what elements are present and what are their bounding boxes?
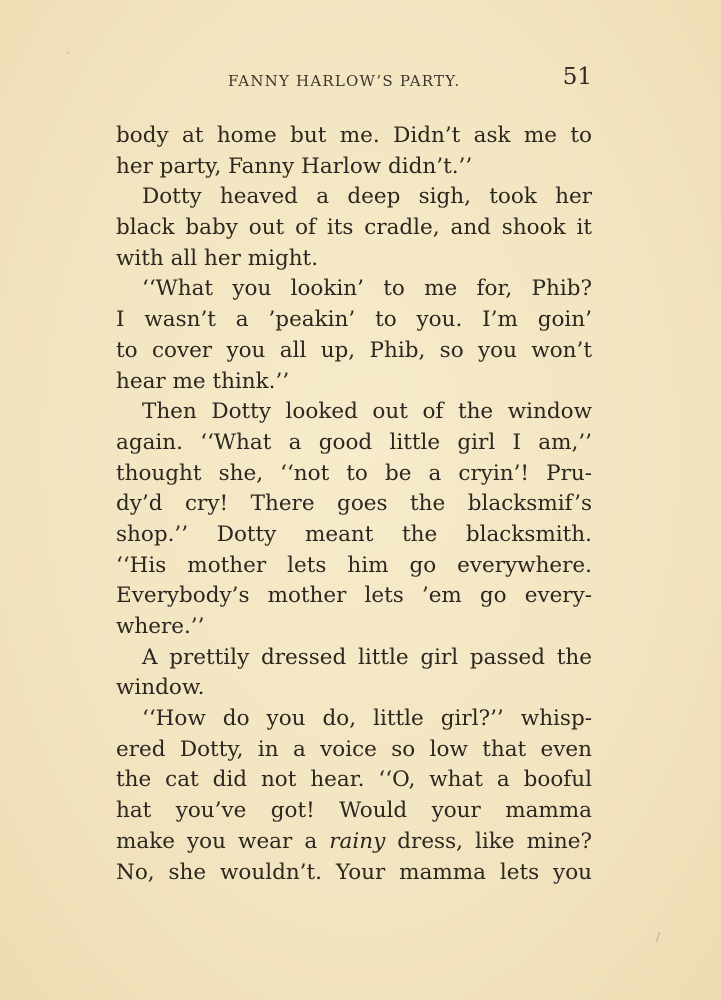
text-line: I wasn’t a ’peakin’ to you. I’m goin’ [116,307,592,333]
text-line: Then Dotty looked out of the window [142,399,592,425]
text-line: hat you’ve got! Would your mamma [116,798,592,824]
page-number: 51 [562,64,592,90]
text-line: again. ‘‘What a good little girl I am,’’ [116,429,592,455]
paper-speck: · [66,46,70,60]
text-line: with all her might. [116,245,319,271]
text-line: make you wear a rainy dress, like mine? [116,828,592,854]
text-line: body at home but me. Didn’t ask me to [116,123,592,148]
paper-speck: / [656,930,661,944]
text-line: Everybody’s mother lets ’em go every- [116,583,592,609]
text-line: her party, Fanny Harlow didn’t.’’ [116,153,473,179]
text-line: black baby out of its cradle, and shook it [116,215,592,241]
text-line: dy’d cry! There goes the blacksmif’s [116,491,592,517]
text-line: the cat did not hear. ‘‘O, what a booful [116,767,592,793]
text-line: ‘‘What you lookin’ to me for, Phib? [142,276,592,302]
text-line: window. [116,675,205,701]
text-line: shop.’’ Dotty meant the blacksmith. [116,521,592,547]
text-line: hear me think.’’ [116,368,290,394]
text-line: A prettily dressed little girl passed the [142,644,592,670]
text-line: ‘‘How do you do, little girl?’’ whisp- [142,706,592,732]
page-header [116,64,592,98]
italic-word: rainy [329,828,386,854]
running-head: FANNY HARLOW’S PARTY. [228,72,461,90]
text-line: ‘‘His mother lets him go everywhere. [116,552,592,578]
text-line: Dotty heaved a deep sigh, took her [142,184,592,210]
text-line: No, she wouldn’t. Your mamma lets you [116,859,592,885]
text-line: thought she, ‘‘not to be a cryin’! Pru- [116,460,592,486]
text-line: where.’’ [116,614,205,639]
body-text [116,121,592,888]
text-line: to cover you all up, Phib, so you won’t [116,337,592,363]
text-line: ered Dotty, in a voice so low that even [116,736,592,762]
